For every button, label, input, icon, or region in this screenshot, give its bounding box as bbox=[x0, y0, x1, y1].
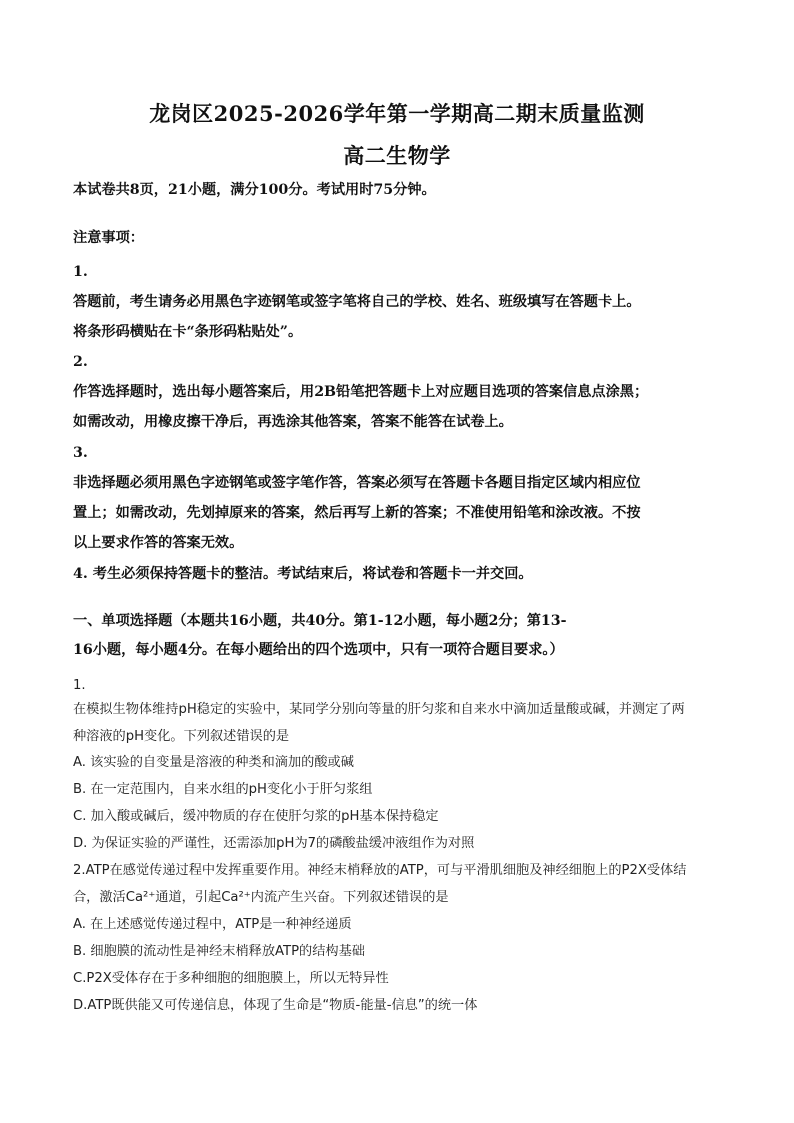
notice-1-line-2: 将条形码横贴在卡“条形码粘贴处”。 bbox=[73, 324, 303, 340]
exam-title: 龙岗区2025-2026学年第一学期高二期末质量监测 bbox=[149, 101, 645, 126]
notice-3-number: 3. bbox=[73, 445, 88, 461]
question-2-option-c: C.P2X受体存在于多种细胞的细胞膜上，所以无特异性 bbox=[73, 971, 389, 986]
notice-1-number: 1. bbox=[73, 264, 88, 280]
section-1-heading-line-1: 一、单项选择题（本题共16小题，共40分。第1-12小题，每小题2分；第13- bbox=[73, 613, 567, 629]
question-1-option-b: B. 在一定范围内，自来水组的pH变化小于肝匀浆组 bbox=[73, 782, 373, 797]
notice-3-line-2: 置上；如需改动，先划掉原来的答案，然后再写上新的答案；不准使用铅笔和涂改液。不按 bbox=[73, 505, 641, 521]
notice-heading: 注意事项： bbox=[73, 230, 144, 246]
question-2-option-d: D.ATP既供能又可传递信息，体现了生命是“物质-能量-信息”的统一体 bbox=[73, 998, 478, 1013]
question-1-option-c: C. 加入酸或碱后，缓冲物质的存在使肝匀浆的pH基本保持稳定 bbox=[73, 809, 439, 824]
exam-intro: 本试卷共8页，21小题，满分100分。考试用时75分钟。 bbox=[73, 182, 436, 198]
question-1-option-a: A. 该实验的自变量是溶液的种类和滴加的酸或碱 bbox=[73, 755, 354, 770]
notice-2-line-2: 如需改动，用橡皮擦干净后，再选涂其他答案，答案不能答在试卷上。 bbox=[73, 414, 513, 430]
subject-title: 高二生物学 bbox=[343, 143, 451, 168]
notice-1-line-1: 答题前，考生请务必用黑色字迹钢笔或签字笔将自己的学校、姓名、班级填写在答题卡上。 bbox=[73, 294, 641, 310]
question-1-number: 1. bbox=[73, 678, 86, 693]
question-1-option-d: D. 为保证实验的严谨性，还需添加pH为7的磷酸盐缓冲液组作为对照 bbox=[73, 836, 475, 851]
notice-3-line-1: 非选择题必须用黑色字迹钢笔或签字笔作答，答案必须写在答题卡各题目指定区域内相应位 bbox=[73, 475, 641, 491]
question-1-stem-line-1: 在模拟生物体维持pH稳定的实验中，某同学分别向等量的肝匀浆和自来水中滴加适量酸或碱，并测定了两 bbox=[73, 702, 685, 717]
notice-3-line-3: 以上要求作答的答案无效。 bbox=[73, 535, 244, 551]
notice-2-number: 2. bbox=[73, 354, 88, 370]
question-1-stem-line-2: 种溶液的pH变化。下列叙述错误的是 bbox=[73, 729, 290, 744]
notice-2-line-1: 作答选择题时，选出每小题答案后，用2B铅笔把答题卡上对应题目选项的答案信息点涂黑； bbox=[73, 384, 649, 400]
question-2-stem-line-1: 2.ATP在感觉传递过程中发挥重要作用。神经末梢释放的ATP，可与平滑肌细胞及神经细胞上的P2X受体结 bbox=[73, 863, 687, 878]
notice-4: 4. 考生必须保持答题卡的整洁。考试结束后，将试卷和答题卡一并交回。 bbox=[73, 566, 533, 582]
section-1-heading-line-2: 16小题，每小题4分。在每小题给出的四个选项中，只有一项符合题目要求。） bbox=[73, 642, 564, 658]
question-2-option-b: B. 细胞膜的流动性是神经末梢释放ATP的结构基础 bbox=[73, 944, 365, 959]
question-2-stem-line-2: 合，激活Ca²⁺通道，引起Ca²⁺内流产生兴奋。下列叙述错误的是 bbox=[73, 890, 449, 905]
question-2-option-a: A. 在上述感觉传递过程中，ATP是一种神经递质 bbox=[73, 917, 352, 932]
